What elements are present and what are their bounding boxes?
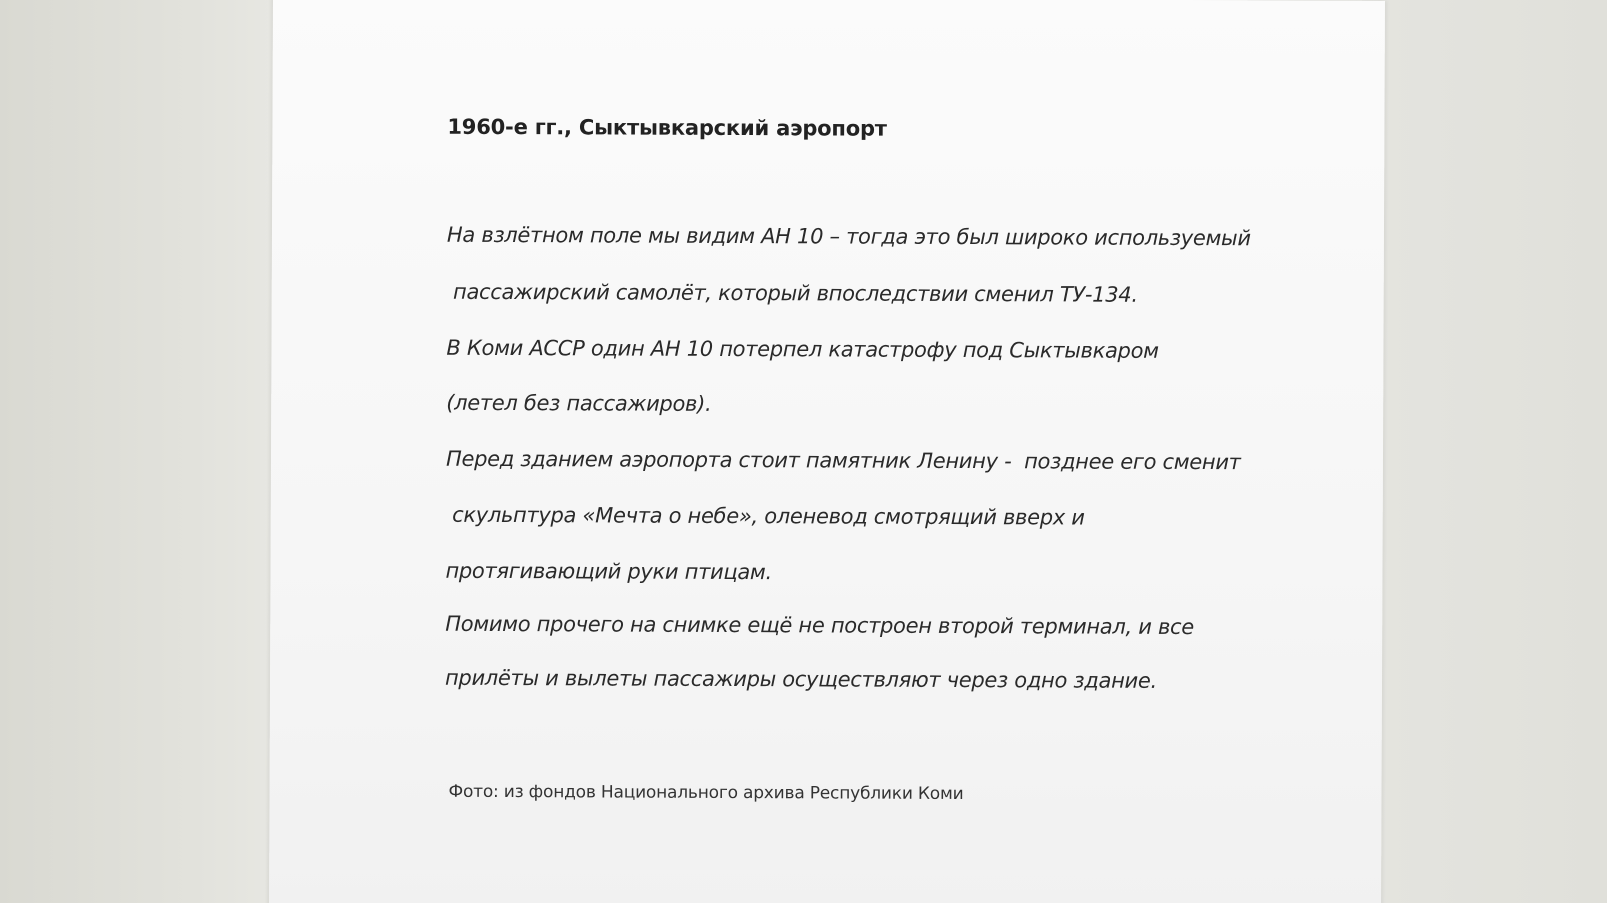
text-line-9: прилёты и вылеты пассажиры осуществляют через одно здание. [444,665,1157,693]
text-line-5: Перед зданием аэропорта стоит памятник Ленину - позднее его сменит [445,446,1241,475]
text-line-1: На взлётном поле мы видим АН 10 – тогда это был широко используемый [446,222,1251,251]
photo-credit: Фото: из фондов Национального архива Республики Коми [448,781,964,805]
text-line-3: В Коми АССР один АН 10 потерпел катастрофу под Сыктывкаром [446,335,1159,363]
text-line-7: протягивающий руки птицам. [445,558,772,585]
text-line-6: скульптура «Мечта о небе», оленевод смотрящий вверх и [445,502,1085,530]
document-title: 1960-е гг., Сыктывкарский аэропорт [447,114,887,141]
paper-sheet [269,0,1385,903]
text-line-2: пассажирский самолёт, который впоследствии сменил ТУ-134. [446,279,1138,307]
text-line-8: Помимо прочего на снимке ещё не построен второй терминал, и все [445,611,1194,640]
text-line-4: (летел без пассажиров). [446,390,712,416]
